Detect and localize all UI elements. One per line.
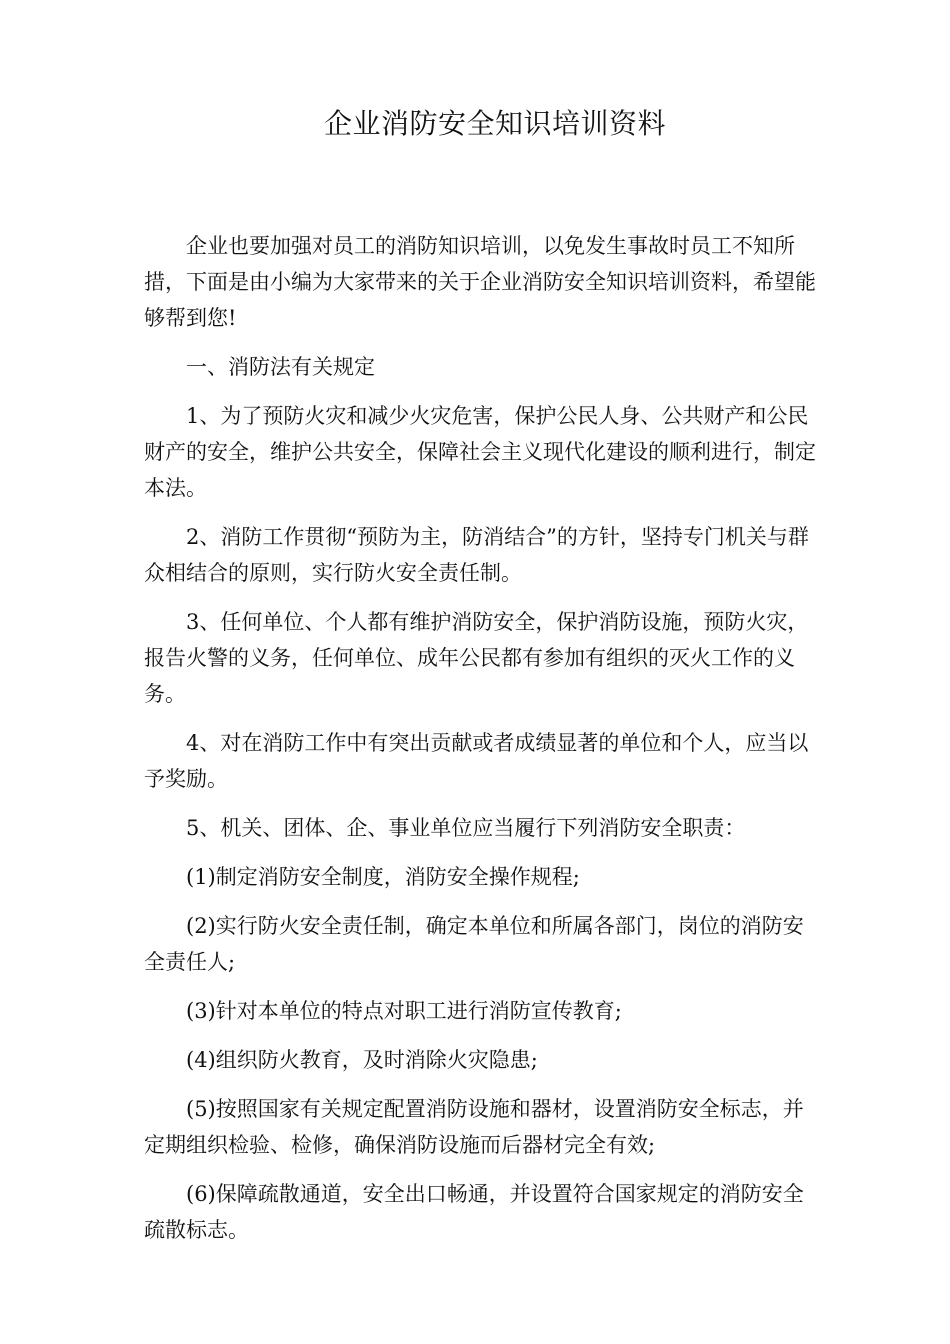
- duty-list-item: (3)针对本单位的特点对职工进行消防宣传教育;: [186, 999, 622, 1023]
- duty-list-item: (1)制定消防安全制度，消防安全操作规程;: [186, 865, 580, 889]
- document-body: [144, 228, 824, 1261]
- article-paragraph: 1、为了预防火灾和减少火灾危害，保护公民人身、公共财产和公民财产的安全，维护公共安全，保障社会主义现代化建设的顺利进行，制定本法。: [144, 404, 816, 500]
- article-paragraph: 5、机关、团体、企、事业单位应当履行下列消防安全职责：: [186, 816, 746, 840]
- article-paragraph: 3、任何单位、个人都有维护消防安全，保护消防设施，预防火灾，报告火警的义务，任何单位、成年公民都有参加有组织的灭火工作的义务。: [144, 610, 809, 706]
- article-paragraph: 2、消防工作贯彻“预防为主，防消结合”的方针，坚持专门机关与群众相结合的原则，实行防火安全责任制。: [144, 525, 809, 585]
- duty-list-item: (6)保障疏散通道，安全出口畅通，并设置符合国家规定的消防安全疏散标志。: [144, 1182, 804, 1242]
- duty-list-item: (5)按照国家有关规定配置消防设施和器材，设置消防安全标志，并定期组织检验、检修，确保消防设施而后器材完全有效;: [144, 1097, 804, 1157]
- document-title: 企业消防安全知识培训资料: [323, 107, 666, 140]
- duty-list-item: (4)组织防火教育，及时消除火灾隐患;: [186, 1048, 538, 1072]
- intro-paragraph: 企业也要加强对员工的消防知识培训，以免发生事故时员工不知所措，下面是由小编为大家带来的关于企业消防安全知识培训资料，希望能够帮到您!: [144, 234, 816, 330]
- article-paragraph: 4、对在消防工作中有突出贡献或者成绩显著的单位和个人，应当以予奖励。: [144, 731, 809, 791]
- section-heading: 一、消防法有关规定: [186, 355, 375, 379]
- duty-list-item: (2)实行防火安全责任制，确定本单位和所属各部门，岗位的消防安全责任人;: [144, 914, 804, 974]
